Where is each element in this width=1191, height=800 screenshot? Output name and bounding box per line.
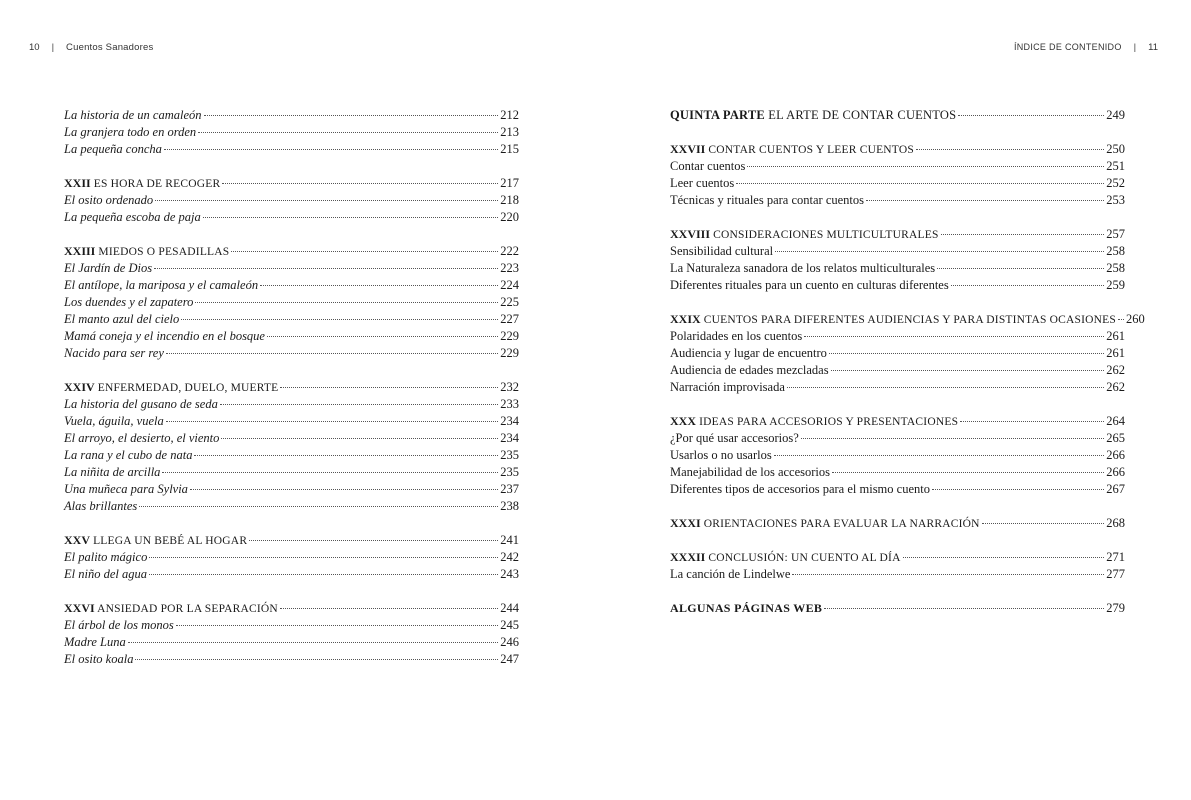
dot-leader [166,421,499,422]
toc-entry-story[interactable] [64,345,519,362]
entry-title-text: ANSIEDAD POR LA SEPARACIÓN [97,603,278,615]
entry-page-number: 258 [1106,261,1125,275]
toc-entry-story[interactable] [64,141,519,158]
entry-page-number: 212 [500,108,519,122]
dot-leader [775,251,1104,252]
toc-entry-story[interactable] [64,107,519,124]
toc-entry-chapter[interactable] [670,226,1125,243]
right-running-header [1014,42,1158,53]
dot-leader [937,268,1104,269]
entry-page-number: 237 [500,482,519,496]
entry-title: El arroyo, el desierto, el viento [64,431,220,445]
toc-entry-item[interactable] [670,345,1125,362]
dot-leader [176,625,499,626]
toc-entry-chapter[interactable] [64,532,519,549]
entry-page-number: 222 [500,244,519,258]
entry-page-number: 223 [500,261,519,275]
dot-leader [149,574,498,575]
entry-title: El Jardín de Dios [64,261,153,275]
entry-number: XXXI [670,516,701,530]
entry-title [670,141,914,159]
dot-leader [792,574,1104,575]
entry-page-number: 249 [1106,108,1125,122]
entry-page-number: 224 [500,278,519,292]
entry-page-number: 243 [500,567,519,581]
entry-page-number: 217 [500,176,519,190]
group-spacer [670,583,1125,600]
entry-page-number: 238 [500,499,519,513]
entry-page-number: 266 [1106,465,1125,479]
toc-entry-part[interactable] [670,107,1125,124]
dot-leader [166,353,498,354]
toc-entry-item[interactable] [670,379,1125,396]
entry-title: Los duendes y el zapatero [64,295,194,309]
dot-leader [198,132,498,133]
entry-page-number: 267 [1106,482,1125,496]
entry-number: XXV [64,533,90,547]
toc-entry-story[interactable] [64,464,519,481]
header-separator: | [51,42,55,53]
entry-page-number: 250 [1106,142,1125,156]
entry-page-number: 246 [500,635,519,649]
entry-title: Vuela, águila, vuela [64,414,164,428]
toc-entry-item[interactable] [670,464,1125,481]
entry-number: XXIV [64,380,95,394]
entry-page-number: 271 [1106,550,1125,564]
toc-entry-story[interactable] [64,396,519,413]
dot-leader [267,336,498,337]
entry-title: El osito ordenado [64,193,154,207]
toc-entry-story[interactable] [64,566,519,583]
entry-page-number: 215 [500,142,519,156]
toc-entry-item[interactable] [670,243,1125,260]
dot-leader [736,183,1104,184]
entry-title: La historia del gusano de seda [64,397,218,411]
entry-title-text: ES HORA DE RECOGER [93,178,221,190]
dot-leader [866,200,1104,201]
entry-title: Técnicas y rituales para contar cuentos [670,193,865,207]
dot-leader [958,115,1104,116]
dot-leader [1118,319,1124,320]
entry-title: La niñita de arcilla [64,465,161,479]
entry-page-number: 260 [1126,312,1145,326]
group-spacer [64,362,519,379]
toc-entry-story[interactable] [64,617,519,634]
dot-leader [154,268,498,269]
dot-leader [190,489,498,490]
entry-title: El palito mágico [64,550,148,564]
entry-page-number: 268 [1106,516,1125,530]
entry-title [64,379,278,397]
toc-entry-item[interactable] [670,277,1125,294]
toc-entry-chapter[interactable] [670,549,1125,566]
dot-leader [804,336,1104,337]
toc-entry-story[interactable] [64,413,519,430]
entry-title: Audiencia de edades mezcladas [670,363,829,377]
toc-entry-item[interactable] [670,447,1125,464]
toc-entry-story[interactable] [64,430,519,447]
entry-page-number: 252 [1106,176,1125,190]
dot-leader [774,455,1105,456]
entry-title-text: MIEDOS O PESADILLAS [98,246,230,258]
entry-page-number: 233 [500,397,519,411]
group-spacer [670,209,1125,226]
entry-number: XXVIII [670,227,711,241]
toc-entry-item[interactable] [670,566,1125,583]
toc-entry-web[interactable] [670,600,1125,617]
toc-entry-story[interactable] [64,192,519,209]
entry-number: QUINTA PARTE [670,108,765,122]
dot-leader [135,659,498,660]
dot-leader [280,608,498,609]
entry-title-text: CUENTOS PARA DIFERENTES AUDIENCIAS Y PARA DISTINTAS OCASIONES [703,314,1116,326]
entry-number: XXXII [670,550,706,564]
entry-title: ALGUNAS PÁGINAS WEB [670,601,823,615]
toc-entry-item[interactable] [670,362,1125,379]
entry-page-number: 225 [500,295,519,309]
book-title: Cuentos Sanadores [66,42,154,53]
toc-entry-story[interactable] [64,311,519,328]
entry-title [64,175,220,193]
toc-entry-story[interactable] [64,634,519,651]
dot-leader [164,149,498,150]
toc-entry-chapter[interactable] [64,243,519,260]
entry-page-number: 258 [1106,244,1125,258]
entry-page-number: 235 [500,465,519,479]
entry-title: La historia de un camaleón [64,108,202,122]
toc-entry-story[interactable] [64,294,519,311]
group-spacer [64,158,519,175]
toc-entry-item[interactable] [670,192,1125,209]
entry-page-number: 234 [500,414,519,428]
group-spacer [64,583,519,600]
entry-page-number: 261 [1106,329,1125,343]
dot-leader [222,183,498,184]
toc-entry-item[interactable] [670,481,1125,498]
entry-number: XXX [670,414,696,428]
entry-title-text: CONTAR CUENTOS Y LEER CUENTOS [708,144,914,156]
group-spacer [670,124,1125,141]
dot-leader [195,302,498,303]
group-spacer [670,294,1125,311]
dot-leader [204,115,499,116]
toc-entry-item[interactable] [670,175,1125,192]
toc-entry-item[interactable] [670,158,1125,175]
entry-page-number: 253 [1106,193,1125,207]
entry-page-number: 262 [1106,363,1125,377]
entry-page-number: 265 [1106,431,1125,445]
section-title: ÍNDICE DE CONTENIDO [1013,42,1122,52]
dot-leader [194,455,498,456]
right-page [596,0,1191,800]
entry-title-text: IDEAS PARA ACCESORIOS Y PRESENTACIONES [699,416,959,428]
entry-number: XXVII [670,142,706,156]
entry-title: Polaridades en los cuentos [670,329,803,343]
entry-title: La pequeña escoba de paja [64,210,201,224]
entry-title: La canción de Lindelwe [670,567,791,581]
entry-page-number: 261 [1106,346,1125,360]
entry-title: Audiencia y lugar de encuentro [670,346,827,360]
dot-leader [128,642,499,643]
group-spacer [670,532,1125,549]
entry-title: La pequeña concha [64,142,162,156]
header-separator: | [1133,42,1137,53]
entry-number: XXIII [64,244,96,258]
entry-page-number: 259 [1106,278,1125,292]
entry-page-number: 218 [500,193,519,207]
toc-entry-item[interactable] [670,260,1125,277]
toc-entry-story[interactable] [64,328,519,345]
entry-title: Leer cuentos [670,176,735,190]
entry-page-number: 229 [500,329,519,343]
entry-title [670,107,956,124]
entry-page-number: 229 [500,346,519,360]
dot-leader [249,540,498,541]
entry-title [670,226,939,244]
dot-leader [941,234,1105,235]
toc-entry-chapter[interactable] [64,175,519,192]
entry-title: Madre Luna [64,635,126,649]
entry-title [670,413,958,431]
entry-page-number: 242 [500,550,519,564]
toc-list-right [670,107,1145,617]
toc-entry-story[interactable] [64,549,519,566]
dot-leader [203,217,498,218]
entry-title: Narración improvisada [670,380,785,394]
entry-page-number: 279 [1106,601,1125,615]
entry-title: El osito koala [64,652,134,666]
page-number: 10 [29,42,40,53]
entry-page-number: 266 [1106,448,1125,462]
entry-title-text: ENFERMEDAD, DUELO, MUERTE [97,382,279,394]
entry-title: El árbol de los monos [64,618,174,632]
toc-entry-item[interactable] [670,430,1125,447]
group-spacer [670,498,1125,515]
entry-page-number: 241 [500,533,519,547]
toc-list-left [64,107,519,668]
dot-leader [831,370,1105,371]
toc-entry-story[interactable] [64,260,519,277]
dot-leader [951,285,1105,286]
toc-entry-story[interactable] [64,277,519,294]
toc-entry-story[interactable] [64,481,519,498]
entry-title [670,549,901,567]
dot-leader [260,285,498,286]
dot-leader [829,353,1104,354]
entry-title-text: ORIENTACIONES PARA EVALUAR LA NARRACIÓN [703,518,980,530]
dot-leader [149,557,498,558]
entry-page-number: 277 [1106,567,1125,581]
entry-page-number: 227 [500,312,519,326]
toc-entry-story[interactable] [64,124,519,141]
dot-leader [139,506,498,507]
entry-title: Alas brillantes [64,499,138,513]
entry-title-text: CONCLUSIÓN: UN CUENTO AL DÍA [708,552,901,564]
entry-title [64,532,247,550]
dot-leader [824,608,1104,609]
entry-title: Sensibilidad cultural [670,244,774,258]
entry-title-text: CONSIDERACIONES MULTICULTURALES [713,229,939,241]
entry-number: XXIX [670,312,701,326]
toc-entry-story[interactable] [64,447,519,464]
entry-number: XXII [64,176,91,190]
entry-page-number: 213 [500,125,519,139]
dot-leader [221,438,498,439]
entry-page-number: 220 [500,210,519,224]
left-running-header [29,42,153,53]
entry-page-number: 251 [1106,159,1125,173]
dot-leader [231,251,498,252]
dot-leader [932,489,1104,490]
toc-entry-chapter[interactable] [670,515,1125,532]
dot-leader [220,404,498,405]
dot-leader [960,421,1104,422]
entry-page-number: 232 [500,380,519,394]
dot-leader [801,438,1104,439]
entry-title: Usarlos o no usarlos [670,448,772,462]
group-spacer [64,515,519,532]
entry-page-number: 244 [500,601,519,615]
entry-title: Contar cuentos [670,159,746,173]
entry-page-number: 245 [500,618,519,632]
dot-leader [832,472,1104,473]
entry-title: El manto azul del cielo [64,312,180,326]
entry-title [670,515,980,533]
entry-title: La rana y el cubo de nata [64,448,193,462]
entry-title-text: LLEGA UN BEBÉ AL HOGAR [93,535,248,547]
entry-page-number: 257 [1106,227,1125,241]
entry-title: La granjera todo en orden [64,125,197,139]
entry-title-text: EL ARTE DE CONTAR CUENTOS [768,108,957,122]
entry-title: Diferentes tipos de accesorios para el mismo cuento [670,482,930,496]
dot-leader [982,523,1105,524]
entry-title: Nacido para ser rey [64,346,164,360]
toc-entry-chapter[interactable] [64,379,519,396]
page-number: 11 [1148,42,1158,53]
entry-title: Mamá coneja y el incendio en el bosque [64,329,265,343]
entry-title: Diferentes rituales para un cuento en culturas diferentes [670,278,949,292]
entry-title [64,243,229,261]
left-page [0,0,595,800]
entry-page-number: 264 [1106,414,1125,428]
toc-entry-story[interactable] [64,209,519,226]
group-spacer [64,226,519,243]
toc-entry-story[interactable] [64,498,519,515]
toc-entry-chapter[interactable] [670,413,1125,430]
toc-entry-chapter[interactable] [670,311,1145,328]
dot-leader [747,166,1104,167]
entry-page-number: 262 [1106,380,1125,394]
toc-entry-chapter[interactable] [64,600,519,617]
entry-title: Manejabilidad de los accesorios [670,465,831,479]
dot-leader [181,319,498,320]
dot-leader [155,200,498,201]
entry-page-number: 247 [500,652,519,666]
entry-number: XXVI [64,601,95,615]
dot-leader [280,387,498,388]
entry-title: El niño del agua [64,567,147,581]
group-spacer [670,396,1125,413]
dot-leader [903,557,1105,558]
entry-title: Una muñeca para Sylvia [64,482,188,496]
toc-entry-item[interactable] [670,328,1125,345]
entry-title: ¿Por qué usar accesorios? [670,431,799,445]
entry-title: El antílope, la mariposa y el camaleón [64,278,259,292]
toc-entry-chapter[interactable] [670,141,1125,158]
entry-page-number: 235 [500,448,519,462]
dot-leader [916,149,1104,150]
toc-entry-story[interactable] [64,651,519,668]
entry-title: La Naturaleza sanadora de los relatos multiculturales [670,261,936,275]
entry-page-number: 234 [500,431,519,445]
dot-leader [787,387,1104,388]
dot-leader [162,472,498,473]
entry-title [670,311,1116,329]
entry-title [64,600,278,618]
